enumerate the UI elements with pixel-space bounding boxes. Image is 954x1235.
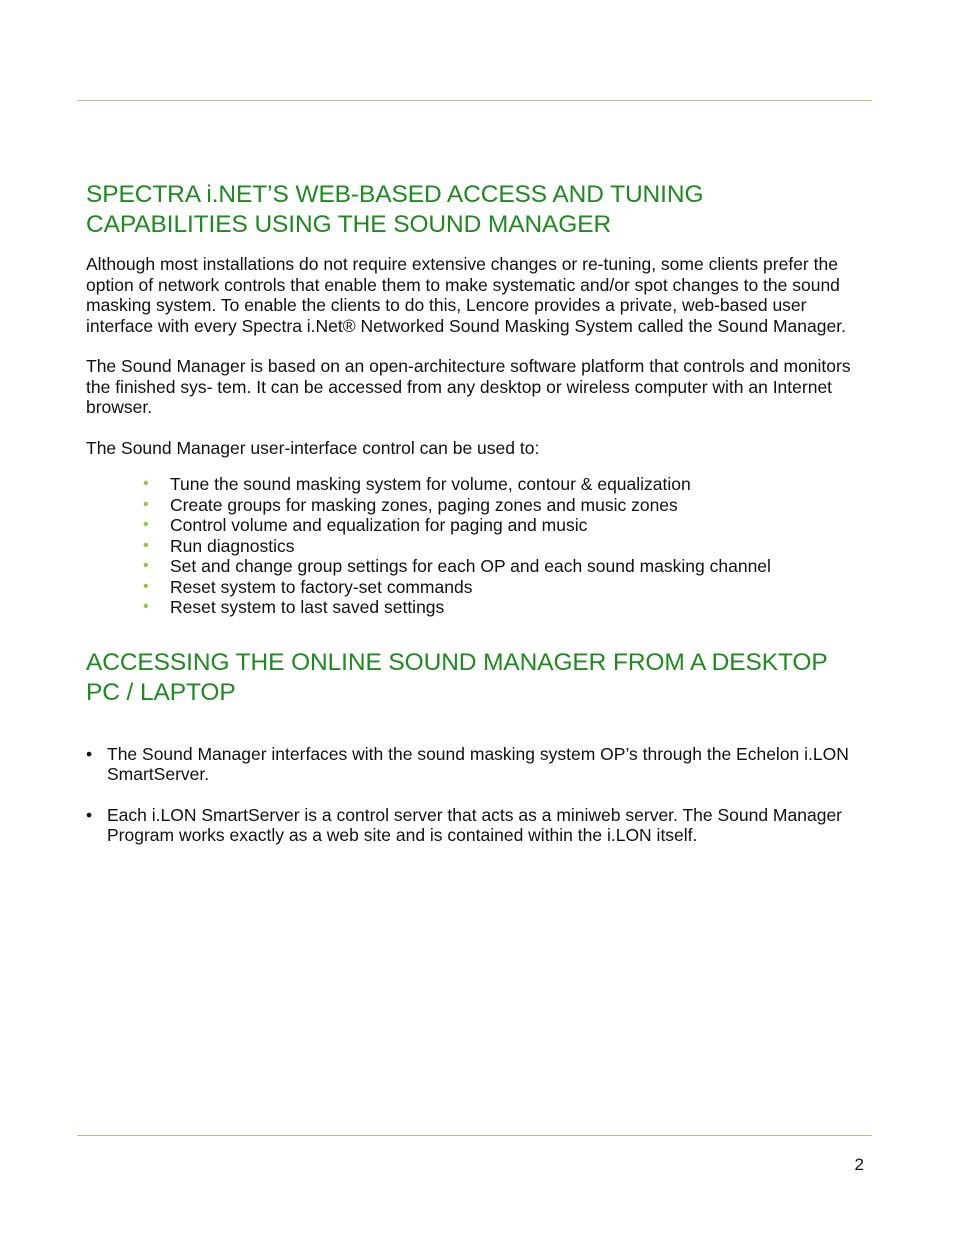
bullet-icon: •: [143, 577, 149, 595]
list-item: • Run diagnostics: [143, 535, 295, 556]
list-item: • Reset system to last saved settings: [143, 597, 445, 617]
bullet-icon: •: [143, 536, 149, 554]
paragraph-uses-lead: The Sound Manager user-interface control can be used to:: [86, 437, 540, 458]
section-heading-web-access: SPECTRA i.NET’S WEB-BASED ACCESS AND TUNING CAPABILITIES USING THE SOUND MANAGER: [86, 181, 704, 238]
bullet-icon: •: [143, 598, 149, 615]
list-item: • Tune the sound masking system for volume, contour & equalization: [143, 474, 691, 494]
header-rule: [77, 100, 872, 101]
paragraph-intro: Although most installations do not require extensive changes or re-tuning, some clients prefer the option of network controls that enable them to make systematic and/or spot changes to the sound masking system. To enable the clients to do this, Lencore provides a private, web-based user interface with every Spectra i.Net® Networked Sound Masking System called the Sound Manager.: [86, 254, 846, 336]
bullet-icon: •: [86, 804, 93, 825]
footer-rule: [77, 1135, 872, 1136]
list-item: • Create groups for masking zones, paging zones and music zones: [143, 494, 678, 515]
bullet-icon: •: [86, 743, 93, 764]
bullet-icon: •: [143, 475, 149, 492]
access-list: [86, 744, 866, 846]
bullet-icon: •: [143, 557, 149, 574]
section-heading-accessing: ACCESSING THE ONLINE SOUND MANAGER FROM A DESKTOP PC / LAPTOP: [86, 648, 828, 706]
page-content: [86, 180, 866, 866]
list-item: • The Sound Manager interfaces with the sound masking system OP’s through the Echelon i.LON SmartServer.: [86, 743, 849, 784]
list-item: • Reset system to factory-set commands: [143, 576, 473, 597]
list-item: • Each i.LON SmartServer is a control server that acts as a miniweb server. The Sound Manager Program works exactly as a web site and is contained within the i.LON itself.: [86, 804, 842, 845]
bullet-icon: •: [143, 495, 149, 513]
bullet-icon: •: [143, 516, 149, 533]
page-number: 2: [854, 1155, 864, 1174]
uses-list: [86, 474, 866, 618]
list-item: • Control volume and equalization for paging and music: [143, 515, 588, 535]
paragraph-architecture: The Sound Manager is based on an open-architecture software platform that controls and monitors the finished sys- tem. It can be accessed from any desktop or wireless computer with an Internet browser.: [86, 356, 851, 417]
list-item: • Set and change group settings for each OP and each sound masking channel: [143, 556, 771, 576]
